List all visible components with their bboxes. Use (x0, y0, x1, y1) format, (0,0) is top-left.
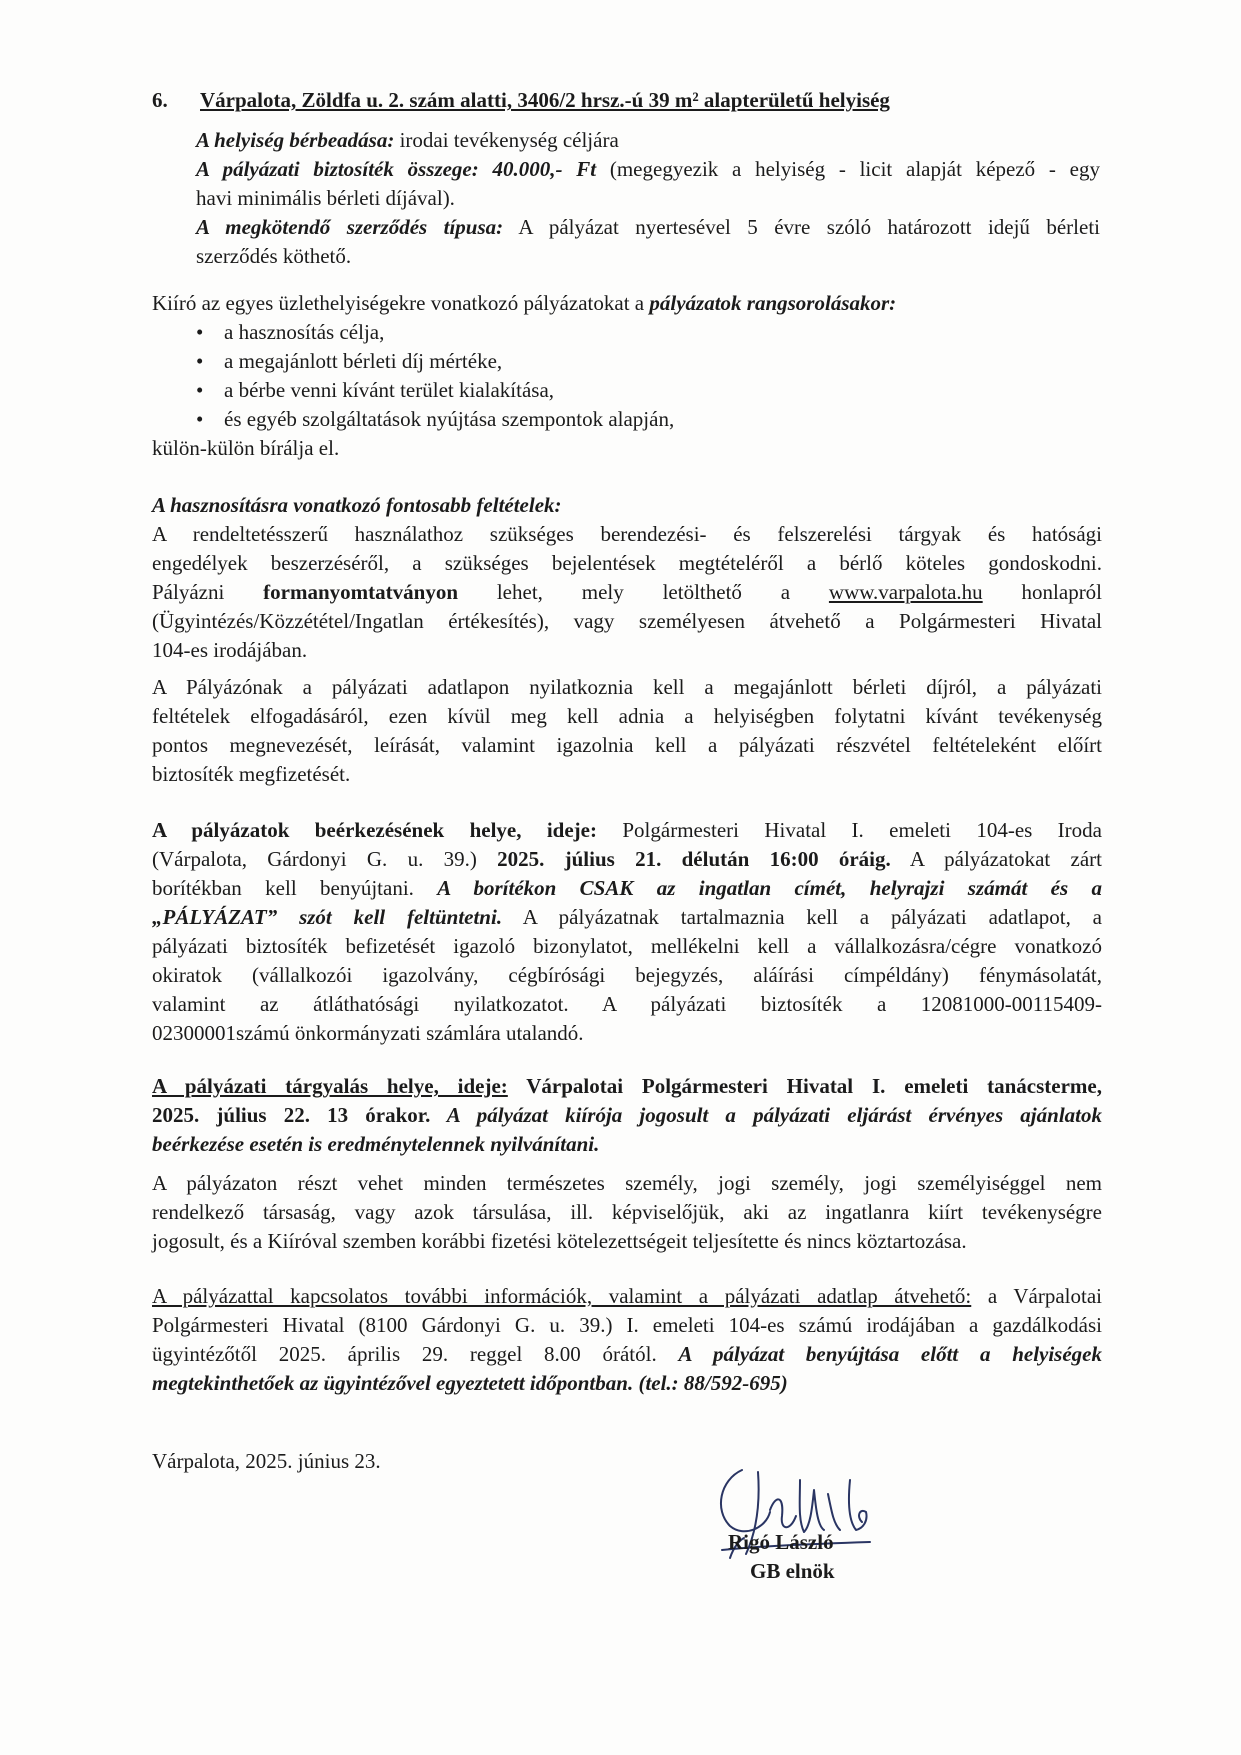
info-line (152, 1340, 1102, 1369)
deposit-value: (megegyezik a helyiség - licit alapját képező - egy (596, 157, 1100, 181)
list-item-text: a bérbe venni kívánt terület kialakítása, (224, 378, 555, 402)
bullet-icon: • (196, 378, 204, 402)
eligibility-line: rendelkező társaság, vagy azok társulása, ill. képviselőjük, aki az ingatlanra kiírt tevékenységre (152, 1200, 1102, 1224)
submission-deadline: 2025. július 21. délután 16:00 óráig. (497, 847, 891, 871)
submission-line (152, 903, 1102, 932)
submission-line: pályázati biztosíték befizetését igazoló bizonylatot, mellékelni kell a vállalkozásra/cégre vonatkozó (152, 934, 1102, 958)
contract-line-1 (196, 213, 1100, 242)
list-item (152, 376, 1102, 405)
signer-name: Rigó László (728, 1530, 834, 1554)
hearing-place: Várpalotai Polgármesteri Hivatal I. emeleti tanácsterme, (507, 1074, 1102, 1098)
rental-line (196, 126, 1100, 155)
deposit-line-2: havi minimális bérleti díjával). (196, 186, 455, 210)
bullet-icon: • (196, 407, 204, 431)
submission-line: valamint az átláthatósági nyilatkozatot. A pályázati biztosíték a 12081000-00115409- (152, 992, 1102, 1016)
form-mid: lehet, mely letölthető a (458, 580, 829, 604)
bullet-icon: • (196, 349, 204, 373)
deposit-line-1 (196, 155, 1100, 184)
submission-line (152, 845, 1102, 874)
info-text: ügyintézőtől 2025. április 29. reggel 8.00 órától. (152, 1342, 679, 1366)
rental-label: A helyiség bérbeadása: (196, 128, 395, 152)
hearing-line (152, 1072, 1102, 1101)
declaration-line: pontos megnevezését, leírását, valamint igazolnia kell a pályázati részvétel feltételeként előírt (152, 733, 1102, 757)
submission-text: Polgármesteri Hivatal I. emeleti 104-es Iroda (597, 818, 1102, 842)
ranking-intro-emph: pályázatok rangsorolásakor: (649, 291, 897, 315)
form-line (152, 578, 1102, 607)
website-link[interactable]: www.varpalota.hu (828, 580, 983, 604)
submission-section (152, 816, 1102, 1048)
ranking-intro-text: Kiíró az egyes üzlethelyiségekre vonatkozó pályázatokat a (152, 291, 650, 315)
submission-text: borítékban kell benyújtani. (152, 876, 438, 900)
submission-emph: „PÁLYÁZAT” szót kell feltüntetni. (152, 905, 503, 929)
info-line (152, 1282, 1102, 1311)
list-item (152, 405, 1102, 434)
ranking-section (152, 289, 1102, 463)
hearing-section (152, 1072, 1102, 1159)
ranking-criteria-list (152, 318, 1102, 434)
eligibility-section (152, 1169, 1102, 1256)
list-item-text: a hasznosítás célja, (224, 320, 385, 344)
submission-text: A pályázatnak tartalmaznia kell a pályázati adatlapot, a (502, 905, 1103, 929)
form-pre: Pályázni (152, 580, 264, 604)
contract-line-2: szerződés köthető. (196, 244, 352, 268)
submission-emph: A borítékon CSAK az ingatlan címét, helyrajzi számát és a (437, 876, 1102, 900)
form-bold: formanyomtatványon (263, 580, 458, 604)
list-item-text: és egyéb szolgáltatások nyújtása szempontok alapján, (224, 407, 675, 431)
hearing-label: A pályázati tárgyalás helye, ideje: (152, 1074, 508, 1098)
declaration-line: feltételek elfogadásáról, ezen kívül meg kell adnia a helyiségben folytatni kívánt tevékenység (152, 704, 1102, 728)
info-emph: A pályázat benyújtása előtt a helyiségek (678, 1342, 1102, 1366)
submission-line (152, 874, 1102, 903)
info-text: a Várpalotai (971, 1284, 1102, 1308)
declaration-line: biztosíték megfizetését. (152, 762, 351, 786)
submission-line: okiratok (vállalkozói igazolvány, cégbírósági bejegyzés, aláírási címpéldány) fénymásolatát, (152, 963, 1102, 987)
section-title: Várpalota, Zöldfa u. 2. szám alatti, 3406/2 hrsz.-ú 39 m² alapterületű helyiség (200, 88, 890, 112)
submission-line: 02300001számú önkormányzati számlára utalandó. (152, 1021, 584, 1045)
declaration-section (152, 673, 1102, 789)
conditions-section (152, 491, 1102, 665)
declaration-line: A Pályázónak a pályázati adatlapon nyilatkoznia kell a megajánlott bérleti díjról, a pályázati (152, 675, 1102, 699)
section-number: 6. (152, 88, 168, 112)
list-item-text: a megajánlott bérleti díj mértéke, (224, 349, 503, 373)
hearing-date: 2025. július 22. 13 órakor. (152, 1103, 431, 1127)
contract-value: A pályázat nyertesével 5 évre szóló határozott idejű bérleti (503, 215, 1101, 239)
conditions-line: (Ügyintézés/Közzététel/Ingatlan értékesítés), vagy személyesen átvehető a Polgármesteri Hivatal (152, 609, 1102, 633)
submission-label: A pályázatok beérkezésének helye, ideje: (152, 818, 597, 842)
ranking-closing: külön-külön bírálja el. (152, 436, 340, 460)
section-details (196, 126, 1100, 271)
bullet-icon: • (196, 320, 204, 344)
info-label: A pályázattal kapcsolatos további információk, valamint a pályázati adatlap átvehető: (152, 1284, 972, 1308)
section-heading (152, 86, 1102, 115)
rental-value: irodai tevékenység céljára (394, 128, 619, 152)
eligibility-line: A pályázaton részt vehet minden természetes személy, jogi személy, jogi személyiséggel nem (152, 1171, 1102, 1195)
list-item (152, 347, 1102, 376)
form-post: honlapról (982, 580, 1103, 604)
submission-text: A pályázatokat zárt (890, 847, 1102, 871)
list-item (152, 318, 1102, 347)
submission-line (152, 816, 1102, 845)
place-date: Várpalota, 2025. június 23. (152, 1449, 381, 1473)
info-line: Polgármesteri Hivatal (8100 Gárdonyi G. u. 39.) I. emeleti 104-es számú irodájában a gazdálkodási (152, 1313, 1102, 1337)
hearing-emph: A pályázat kiírója jogosult a pályázati eljárást érvényes ajánlatok (430, 1103, 1102, 1127)
signer-title: GB elnök (750, 1559, 835, 1583)
conditions-line: engedélyek beszerzéséről, a szükséges bejelentések megtételéről a bérlő köteles gondoskodni. (152, 551, 1102, 575)
info-line: megtekinthetőek az ügyintézővel egyeztetett időpontban. (tel.: 88/592-695) (152, 1371, 788, 1395)
ranking-intro (152, 289, 1102, 318)
hearing-line: beérkezése esetén is eredménytelennek nyilvánítani. (152, 1132, 600, 1156)
conditions-heading: A hasznosításra vonatkozó fontosabb feltételek: (152, 493, 562, 517)
conditions-line: 104-es irodájában. (152, 638, 308, 662)
submission-text: (Várpalota, Gárdonyi G. u. 39.) (152, 847, 498, 871)
deposit-label: A pályázati biztosíték összege: 40.000,- Ft (196, 157, 597, 181)
conditions-line: A rendeltetésszerű használathoz szükséges berendezési- és felszerelési tárgyak és hatósági (152, 522, 1102, 546)
eligibility-line: jogosult, és a Kiíróval szemben korábbi fizetési kötelezettségeit teljesítette és nincs köztartozása. (152, 1229, 967, 1253)
hearing-line (152, 1101, 1102, 1130)
contract-label: A megkötendő szerződés típusa: (196, 215, 504, 239)
info-section (152, 1282, 1102, 1398)
